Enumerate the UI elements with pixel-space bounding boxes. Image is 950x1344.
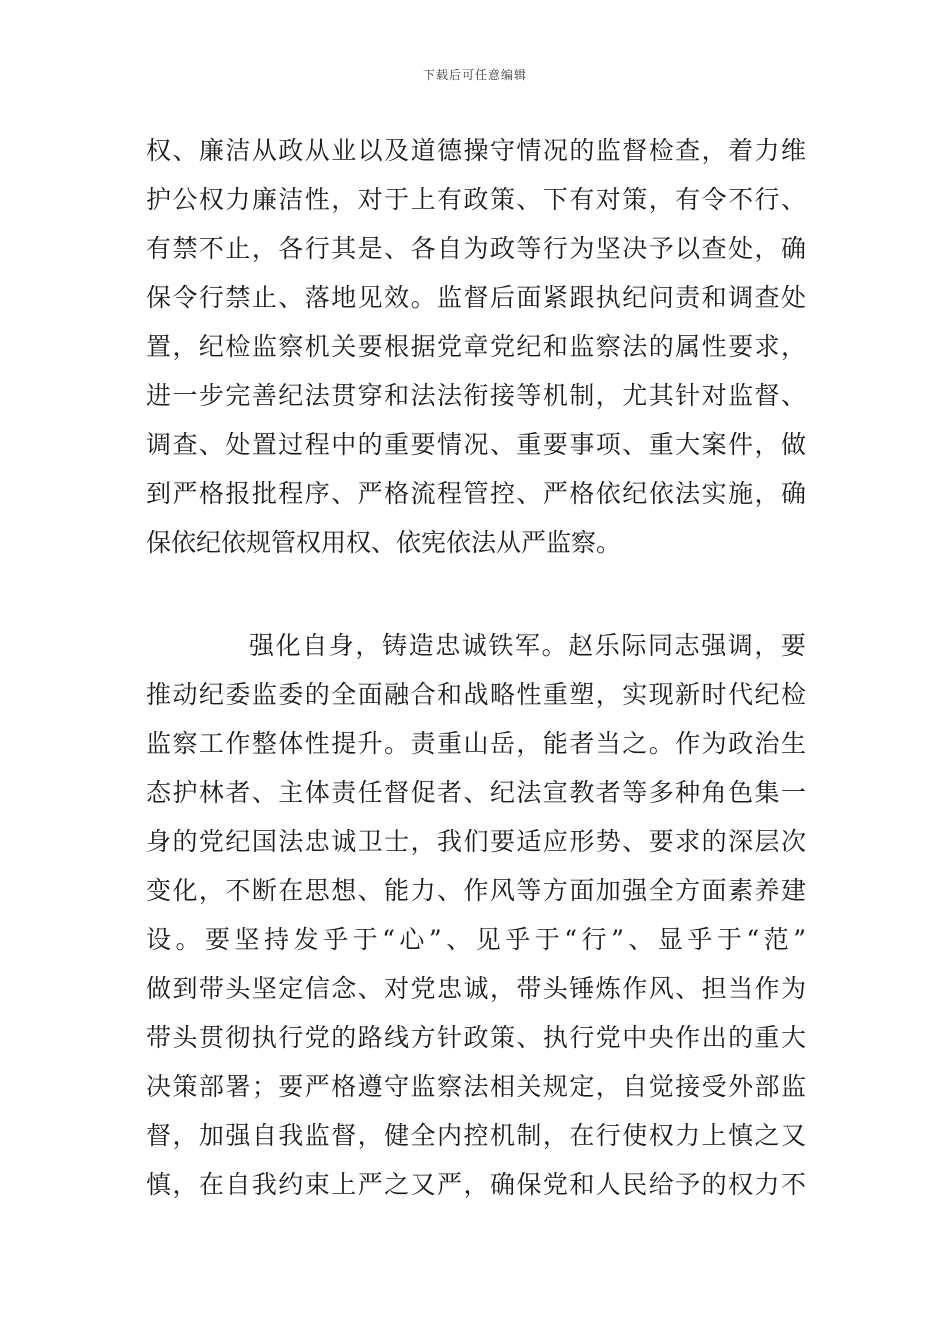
text-line: 有禁不止，各行其是、各自为政等行为坚决予以查处，确: [146, 234, 806, 263]
text-line: 保令行禁止、落地见效。监督后面紧跟执纪问责和调查处: [146, 283, 806, 312]
text-line: 身的党纪国法忠诚卫士，我们要适应形势、要求的深层次: [146, 827, 806, 856]
text-line: 决策部署；要严格遵守监察法相关规定，自觉接受外部监: [146, 1072, 806, 1101]
text-line: 督，加强自我监督，健全内控机制，在行使权力上慎之又: [146, 1121, 806, 1150]
text-line: 进一步完善纪法贯穿和法法衔接等机制，尤其针对监督、: [146, 381, 806, 410]
text-line: 慎，在自我约束上严之又严，确保党和人民给予的权力不: [146, 1170, 806, 1199]
text-line: 带头贯彻执行党的路线方针政策、执行党中央作出的重大: [146, 1023, 806, 1052]
text-line: 保依纪依规管权用权、依宪依法从严监察。: [146, 528, 622, 557]
text-line: 到严格报批程序、严格流程管控、严格依纪依法实施，确: [146, 479, 806, 508]
text-line: 权、廉洁从政从业以及道德操守情况的监督检查，着力维: [146, 136, 806, 165]
text-line: 调查、处置过程中的重要情况、重要事项、重大案件，做: [146, 430, 806, 459]
text-line: 设。要坚持发乎于“心”、见乎于“行”、显乎于“范”: [146, 925, 806, 954]
text-line: 监察工作整体性提升。责重山岳，能者当之。作为政治生: [146, 729, 806, 758]
text-line: 变化，不断在思想、能力、作风等方面加强全方面素养建: [146, 876, 806, 905]
download-note: 下载后可任意编辑: [422, 68, 527, 82]
text-line: 做到带头坚定信念、对党忠诚，带头锤炼作风、担当作为: [146, 974, 806, 1003]
text-line: 护公权力廉洁性，对于上有政策、下有对策，有令不行、: [146, 185, 806, 214]
paragraph-supervision: [146, 126, 806, 567]
text-line: 态护林者、主体责任督促者、纪法宣教者等多种角色集一: [146, 778, 806, 807]
text-line: 置，纪检监察机关要根据党章党纪和监察法的属性要求，: [146, 332, 806, 361]
paragraph-self-strengthening: [146, 621, 806, 1209]
text-line: 强化自身，铸造忠诚铁军。赵乐际同志强调，要: [249, 631, 806, 660]
text-line: 推动纪委监委的全面融合和战略性重塑，实现新时代纪检: [146, 680, 806, 709]
